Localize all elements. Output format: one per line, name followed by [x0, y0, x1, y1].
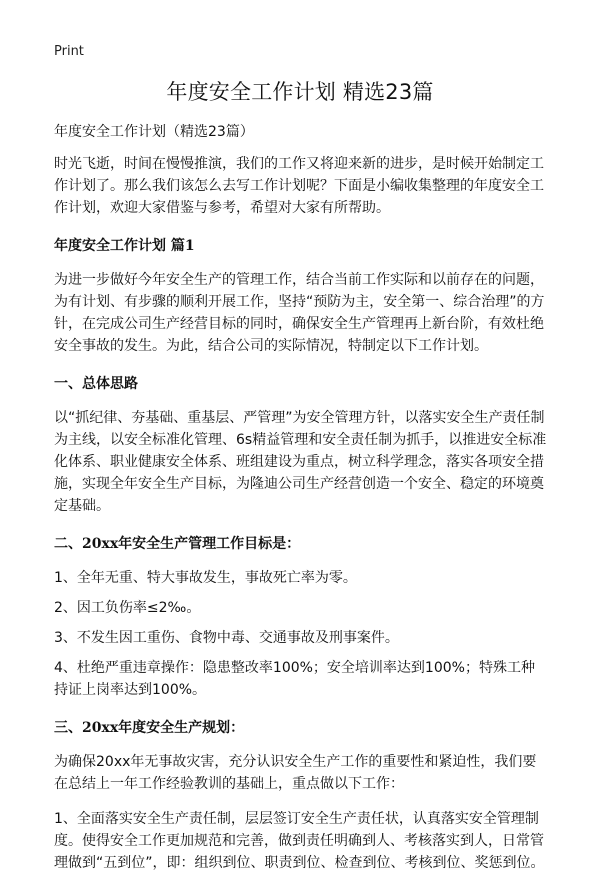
intro-paragraph: 时光飞逝，时间在慢慢推演，我们的工作又将迎来新的进步，是时候开始制定工作计划了。那么我们该怎么去写工作计划呢？下面是小编收集整理的年度安全工作计划，欢迎大家借鉴与参考，希望对大家有所帮助。: [54, 156, 544, 216]
goal-item: 1、全年无重、特大事故发生，事故死亡率为零。: [54, 570, 357, 586]
document-subtitle: 年度安全工作计划（精选23篇）: [54, 124, 254, 140]
document-content: [54, 121, 548, 887]
goal-item: 2、因工负伤率≤2‰。: [54, 600, 201, 616]
article-intro-paragraph: 为进一步做好今年安全生产的管理工作，结合当前工作实际和以前存在的问题，为有计划、有步骤的顺利开展工作，坚持“预防为主，安全第一、综合治理”的方针，在完成公司生产经营目标的同时，确保安全生产管理再上新台阶，有效杜绝安全事故的发生。为此，结合公司的实际情况，特制定以下工作计划。: [54, 272, 545, 354]
overall-idea-paragraph: 以“抓纪律、夯基础、重基层、严管理”为安全管理方针，以落实安全生产责任制为主线，以安全标准化管理、6s精益管理和安全责任制为抓手，以推进安全标准化体系、职业健康安全体系、班组建设为重点，树立科学理念，落实各项安全措施，实现全年安全生产目标，为隆迪公司生产经营创造一个安全、稳定的环境奠定基础。: [54, 410, 547, 514]
plan-intro-paragraph: 为确保20xx年无事故灾害，充分认识安全生产工作的重要性和紧迫性，我们要在总结上一年工作经验教训的基础上，重点做以下工作：: [54, 754, 537, 792]
section-heading-plan: 三、20xx年度安全生产规划：: [54, 720, 245, 736]
print-link[interactable]: Print: [54, 44, 84, 59]
section-heading-goals: 二、20xx年安全生产管理工作目标是：: [54, 536, 301, 552]
goal-item: 3、不发生因工重伤、食物中毒、交通事故及刑事案件。: [54, 630, 399, 646]
article-heading: 年度安全工作计划 篇1: [54, 238, 195, 254]
goal-item: 4、杜绝严重违章操作：隐患整改率100%；安全培训率达到100%；特殊工种持证上岗率达到100%。: [54, 660, 535, 698]
plan-item: 1、全面落实安全生产责任制，层层签订安全生产责任状，认真落实安全管理制度。使得安全工作更加规范和完善，做到责任明确到人、考核落实到人，日常管理做到“五到位”，即：组织到位、职责到位、检查到位、考核到位、奖惩到位。: [54, 811, 545, 871]
section-heading-overall-idea: 一、总体思路: [54, 376, 138, 392]
page-title: 年度安全工作计划 精选23篇: [166, 80, 434, 104]
